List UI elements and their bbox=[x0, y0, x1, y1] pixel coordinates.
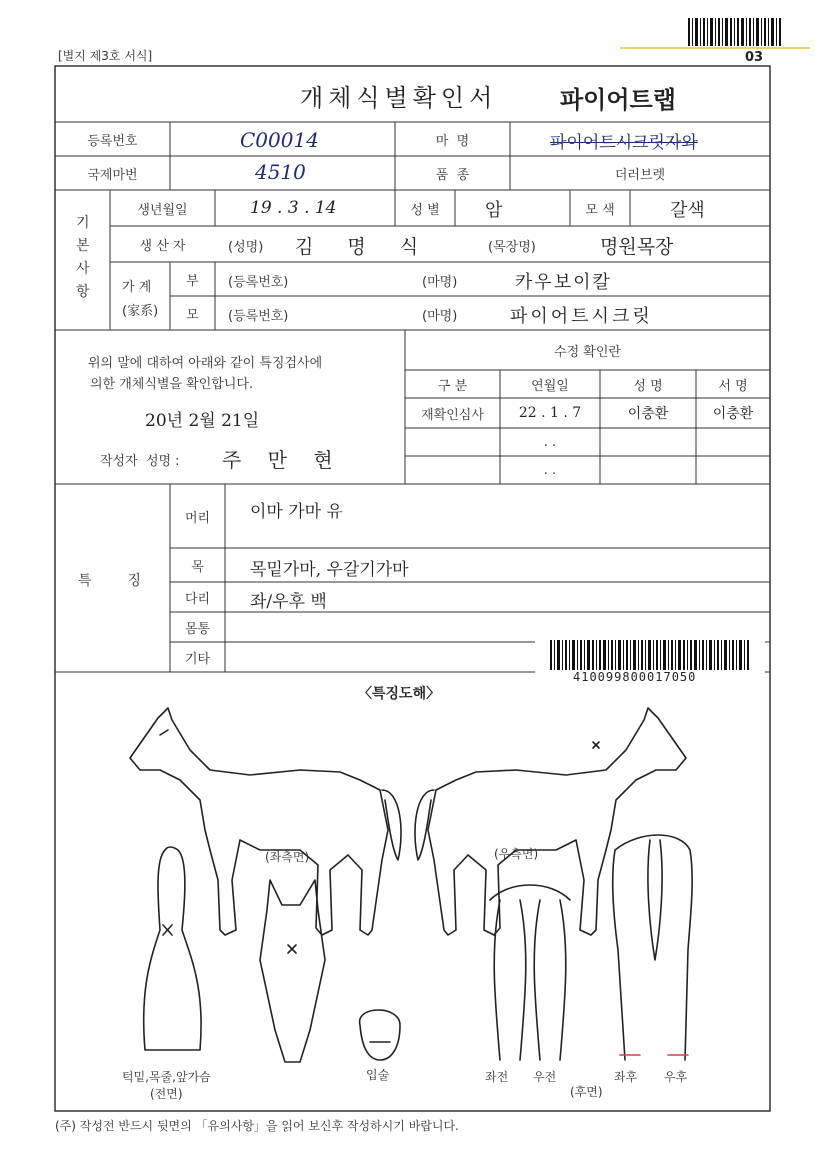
page-number: 03 bbox=[745, 50, 764, 65]
revision-row1-date: 22 . 1 . 7 bbox=[518, 405, 582, 421]
diagram-title: 〈특징도해〉 bbox=[358, 686, 441, 702]
front-caption: (전면) bbox=[150, 1087, 183, 1101]
form-tag: [별지 제3호 서식] bbox=[58, 49, 153, 63]
birth-value: 19 . 3 . 14 bbox=[250, 198, 337, 218]
dam-label: 모 bbox=[186, 307, 199, 323]
feature-neck-value: 목밑가마, 우갈기가마 bbox=[250, 560, 409, 580]
neck-front-drawing bbox=[144, 847, 201, 1050]
hind-right-caption: 우후 bbox=[664, 1070, 688, 1084]
dam-reg-label: (등록번호) bbox=[228, 309, 289, 324]
revision-row1-name: 이충환 bbox=[627, 406, 669, 422]
producer-name-value: 김 명 식 bbox=[295, 236, 433, 258]
right-side-caption: (우측면) bbox=[494, 847, 539, 861]
coat-value: 갈색 bbox=[670, 200, 705, 221]
neck-caption: 턱밑,목줄,앞가슴 bbox=[122, 1070, 211, 1084]
feature-leg-label: 다리 bbox=[184, 591, 211, 607]
rear-caption: (후면) bbox=[570, 1085, 603, 1099]
features-section-label: 특징 bbox=[78, 573, 178, 589]
intl-no-value: 4510 bbox=[255, 160, 306, 184]
muzzle-drawing bbox=[360, 1010, 400, 1060]
sire-name-value: 카우보이칼 bbox=[515, 272, 612, 293]
breed-value: 더러브렛 bbox=[614, 167, 666, 183]
confirm-date: 20년 2월 21일 bbox=[145, 411, 260, 431]
sire-label: 부 bbox=[186, 273, 199, 289]
footnote: (주) 작성전 반드시 뒷면의 「유의사항」을 읽어 보신후 작성하시기 바랍니다. bbox=[55, 1119, 459, 1133]
barcode-number: 410099800017050 bbox=[573, 670, 697, 684]
breed-label: 품 종 bbox=[435, 167, 470, 183]
reg-no-label: 등록번호 bbox=[87, 133, 138, 149]
revision-row2-date: . . bbox=[543, 434, 557, 450]
reg-no-value: C00014 bbox=[240, 128, 319, 152]
revision-header-date: 연월일 bbox=[531, 378, 569, 394]
revision-row1-sign: 이충환 bbox=[712, 406, 754, 422]
feature-head-label: 머리 bbox=[184, 510, 211, 526]
sire-name-label: (마명) bbox=[422, 275, 458, 290]
confirm-statement-2: 의한 개체식별을 확인합니다. bbox=[90, 377, 254, 392]
coat-label: 모 색 bbox=[585, 202, 615, 218]
birth-label: 생년월일 bbox=[137, 202, 188, 218]
front-legs-drawing bbox=[490, 885, 570, 1060]
sex-label: 성 별 bbox=[410, 202, 440, 218]
front-left-caption: 좌전 bbox=[485, 1070, 509, 1084]
left-side-horse-drawing bbox=[130, 708, 401, 935]
revision-title: 수정 확인란 bbox=[554, 344, 621, 360]
rear-view-drawing bbox=[613, 835, 692, 1060]
revision-row3-date: . . bbox=[543, 462, 557, 478]
revision-header-category: 구 분 bbox=[437, 378, 468, 394]
writer-label: 작성자 성명 : bbox=[100, 454, 180, 469]
producer-name-label: (성명) bbox=[228, 240, 264, 255]
feature-leg-value: 좌/우후 백 bbox=[250, 592, 327, 612]
left-side-caption: (좌측면) bbox=[265, 850, 310, 864]
basic-section-label: 기본사항 bbox=[76, 215, 90, 300]
producer-label: 생 산 자 bbox=[139, 238, 186, 254]
revision-header-sign: 서 명 bbox=[718, 378, 748, 394]
revision-row1-category: 재확인심사 bbox=[421, 407, 484, 423]
horse-name-value: 파이어트시크릿자와 bbox=[550, 133, 698, 153]
sex-value: 암 bbox=[485, 200, 503, 221]
dam-name-label: (마명) bbox=[422, 309, 458, 324]
feature-other-label: 기타 bbox=[184, 651, 211, 667]
confirm-statement-1: 위의 말에 대하여 아래와 같이 특징검사에 bbox=[88, 356, 323, 371]
revision-header-name: 성 명 bbox=[633, 378, 663, 394]
ranch-label: (목장명) bbox=[488, 240, 536, 255]
lineage-hanja: (家系) bbox=[122, 304, 159, 319]
face-front-drawing bbox=[260, 880, 325, 1062]
lineage-label: 가 계 bbox=[122, 280, 152, 295]
right-side-horse-drawing bbox=[415, 708, 686, 935]
writer-value: 주 만 현 bbox=[222, 448, 343, 472]
feature-body-label: 몸통 bbox=[184, 621, 211, 637]
intl-no-label: 국제마번 bbox=[87, 167, 138, 183]
feature-neck-label: 목 bbox=[191, 559, 204, 575]
feature-head-value: 이마 가마 유 bbox=[250, 502, 343, 522]
muzzle-caption: 입술 bbox=[366, 1068, 390, 1082]
front-right-caption: 우전 bbox=[533, 1070, 557, 1084]
sire-reg-label: (등록번호) bbox=[228, 275, 289, 290]
dam-name-value: 파이어트시크릿 bbox=[510, 306, 653, 327]
document-title: 개체식별확인서 bbox=[300, 84, 498, 112]
hind-left-caption: 좌후 bbox=[614, 1070, 638, 1084]
title-stamp: 파이어트랩 bbox=[560, 85, 676, 114]
horse-name-label: 마 명 bbox=[435, 133, 470, 149]
ranch-value: 명원목장 bbox=[600, 236, 674, 258]
